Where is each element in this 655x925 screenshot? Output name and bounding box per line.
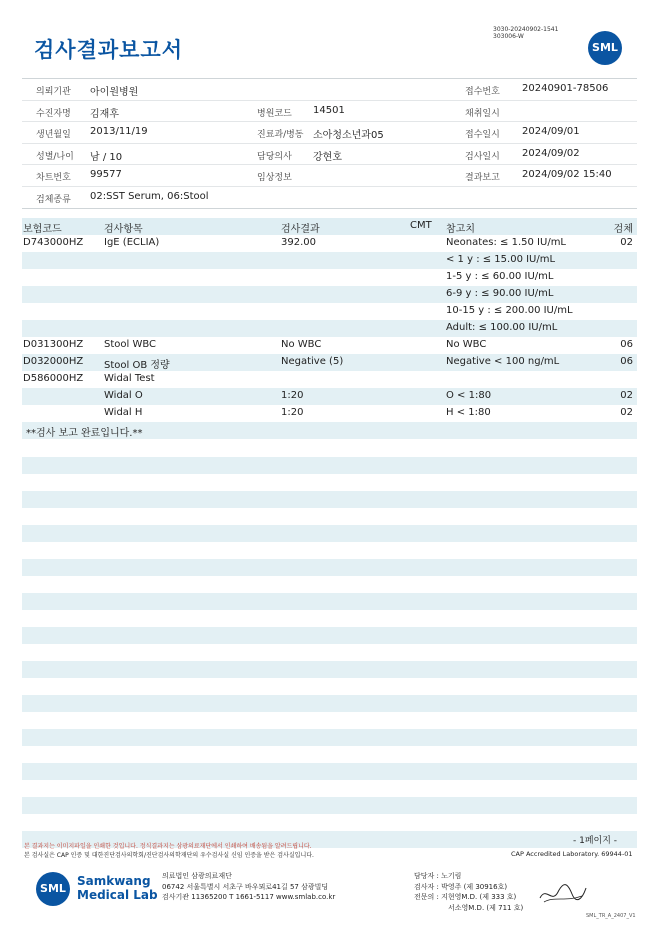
table-row: 6-9 y : ≤ 90.00 IU/mL	[22, 286, 637, 303]
table-row: D743000HZ IgE (ECLIA) 392.00 Neonates: ≤ 1.50 IU/mL 02	[23, 237, 633, 248]
brand-name: Samkwang Medical Lab	[77, 874, 158, 902]
table-row: Adult: ≤ 100.00 IU/mL	[22, 320, 637, 337]
header-name: 검사항목	[104, 224, 143, 235]
empty-rows	[22, 440, 637, 865]
info-row: 생년월일 2013/11/19 진료과/병동 소아청소년과05 접수일시 2024/09/01	[22, 121, 637, 143]
table-row: D586000HZ Widal Test	[23, 373, 155, 384]
info-row: 수진자명 김재후 병원코드 14501 채취일시	[22, 100, 637, 122]
info-row: 성별/나이 남 / 10 담당의사 강현호 검사일시 2024/09/02	[22, 143, 637, 165]
department: 소아청소년과05	[313, 130, 384, 142]
report-title: 검사결과보고서	[34, 38, 184, 62]
doctor: 강현호	[313, 151, 342, 163]
info-row: 검체종류 02:SST Serum, 06:Stool	[22, 186, 637, 209]
header-code: 보험코드	[23, 224, 62, 235]
receipt-number: 20240901-78506	[522, 83, 609, 94]
table-row: 1-5 y : ≤ 60.00 IU/mL	[446, 271, 554, 282]
hospital-code: 14501	[313, 104, 345, 116]
birth-date: 2013/11/19	[90, 126, 148, 138]
header-result: 검사결과	[281, 224, 320, 235]
certification-notice: 본 검사실은 CAP 인증 및 대한진단검사의학회/진단검사의학재단의 우수검사실 신임 인증을 받은 검사실입니다.	[24, 852, 314, 859]
doctor-signature	[538, 880, 588, 906]
results-table	[22, 218, 637, 439]
test-date: 2024/09/02	[522, 147, 580, 159]
table-header	[22, 218, 637, 235]
table-row: Widal H 1:20 H < 1:80 02	[104, 407, 633, 418]
header-cmt: CMT	[410, 220, 432, 231]
sex-age: 남 / 10	[90, 151, 123, 163]
cap-accreditation: CAP Accredited Laboratory. 69944-01	[511, 850, 633, 858]
patient-info	[22, 78, 637, 209]
report-date: 2024/09/02 15:40	[522, 169, 612, 181]
header-reference: 참고치	[446, 224, 475, 235]
info-row: 의뢰기관 아이원병원 접수번호 20240901-78506	[22, 78, 637, 100]
header-specimen: 검체	[613, 224, 633, 235]
completion-note: **검사 보고 완료입니다.**	[22, 422, 637, 439]
document-id: 3030-20240902-1541 303006-W	[493, 26, 559, 40]
info-row: 차트번호 99577 임상정보 결과보고 2024/09/02 15:40	[22, 164, 637, 186]
table-row: Widal O 1:20 O < 1:80 02	[22, 388, 637, 405]
page-number: - 1페이지 -	[573, 836, 618, 846]
specimen-type: 02:SST Serum, 06:Stool	[90, 190, 209, 202]
sml-footer-logo: SML	[36, 872, 70, 906]
table-row: 10-15 y : ≤ 200.00 IU/mL	[446, 305, 573, 316]
hospital-name: 아이원병원	[90, 87, 139, 98]
form-code: SML_TR_A_2407_V1	[586, 913, 636, 919]
lab-staff: 담당자 : 노기림 검사자 : 박영주 (제 30916호) 전문의 : 지현영M.D. (제 333 호) 서소영M.D. (제 711 호)	[414, 872, 524, 912]
table-row: D032000HZ Stool OB 정량 Negative (5) Negative < 100 ng/mL 06	[22, 354, 637, 371]
print-notice: 본 결과지는 이미지파일을 인쇄한 것입니다. 정식결과지는 삼광의료재단에서 인쇄하여 배송됨을 알려드립니다.	[24, 843, 312, 850]
lab-address: 의료법인 삼광의료재단 06742 서울특별시 서초구 바우뫼로41길 57 삼광빌딩 검사기관 11365200 T 1661-5117 www.smlab.co.kr	[162, 872, 336, 901]
chart-number: 99577	[90, 169, 122, 181]
sml-logo: SML	[588, 31, 622, 65]
table-row: < 1 y : ≤ 15.00 IU/mL	[22, 252, 637, 269]
table-row: D031300HZ Stool WBC No WBC No WBC 06	[23, 339, 633, 350]
patient-name: 김재후	[90, 108, 119, 120]
receipt-date: 2024/09/01	[522, 126, 580, 138]
